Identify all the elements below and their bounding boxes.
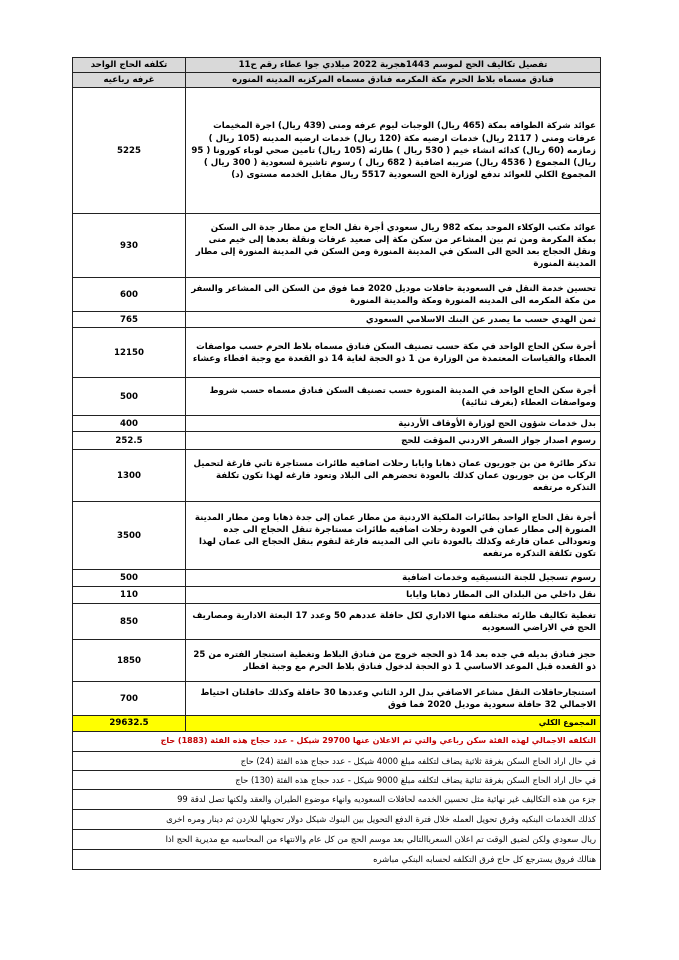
sheet-subtitle: فنادق مسماه بلاط الحرم مكة المكرمه فنادق مسماه المركزيه المدينه المنوره: [186, 73, 601, 88]
note-row: [73, 829, 601, 849]
row-description: نقل داخلي من البلدان الى المطار ذهابا وايابا: [186, 587, 601, 604]
row-amount: 110: [73, 587, 186, 604]
table-row: [73, 682, 601, 716]
row-description: رسوم تسجيل للجنة التنسيقيه وخدمات اضافية: [186, 570, 601, 587]
row-amount: 500: [73, 378, 186, 416]
table-row: [73, 502, 601, 570]
table-row: [73, 378, 601, 416]
table-row: [73, 640, 601, 682]
row-amount: 700: [73, 682, 186, 716]
row-amount: 400: [73, 416, 186, 432]
table-row: [73, 312, 601, 328]
row-description: عوائد شركة الطوافه بمكة (465 ريال) الوجبات ليوم عرفه ومنى (439 ريال) اجرة المخيمات عرفات ومنى ( 2117 ريال) خدمات ارضيه مكة (120 ريال) خدمات ارضيه المدينه (105 ريال ) زمازمه (60 ريال) كدائه انشاء خيم ( 530 ريال ) طارئه (105 ريال) تامين صحي لوباء كورونا ( 95 ريال) المجموع ( 4536 ريال) ضريبه اضافية ( 682 ريال ) رسوم تاشيرة لسعودية ( 300 ريال ) المجموع الكلي للعوائد تدفع لوزارة الحج السعودية 5517 ريال مقابل الخدمه مستوى (د): [186, 88, 601, 214]
table-row: [73, 416, 601, 432]
total-value: 29632.5: [73, 716, 186, 731]
row-description: ثمن الهدي حسب ما يصدر عن البنك الاسلامي السعودي: [186, 312, 601, 328]
triple-room-note: في حال اراد الحاج السكن بغرفة ثلاثية يضاف لتكلفه مبلغ 4000 شيكل - عدد حجاج هذه الفئة (24) حاج: [73, 751, 601, 770]
table-row: [73, 88, 601, 214]
row-amount: 1850: [73, 640, 186, 682]
row-amount: 930: [73, 214, 186, 278]
disclaimer-line-2: كذلك الخدمات البنكيه وفرق تحويل العمله خلال فترة الدفع التحويل بين البنوك شيكل دولار تحويلها للاردن ثم دينار ومره اخرى: [73, 809, 601, 829]
table-row: [73, 570, 601, 587]
row-amount: 1300: [73, 450, 186, 502]
row-description: حجز فنادق بديله في جده بعد 14 ذو الحجه خروج من فنادق البلاط وتغطية استنجار الفتره من 25 ذو القعده قبل الموعد الاساسي 1 ذو الحجة لدخول فنادق بلاط الحرم مع وجبة افطار: [186, 640, 601, 682]
note-row: [73, 789, 601, 809]
total-cost-note: التكلفه الاجمالي لهذه الفئة سكن رباعي والتي تم الاعلان عنها 29700 شيكل - عدد حجاج هذه الفئة (1883) حاج: [73, 731, 601, 751]
row-description: أجرة سكن الحاج الواحد في مكة حسب تصنيف السكن فنادق مسماه بلاط الحرم حسب مواصفات العطاء والقياسات المعتمدة من الوزارة من 1 ذو الحجة لغاية 14 ذو القعدة مع وجبة افطاء وعشاء: [186, 328, 601, 378]
table-row: [73, 214, 601, 278]
row-amount: 252.5: [73, 432, 186, 450]
note-row: [73, 849, 601, 869]
row-amount: 600: [73, 278, 186, 312]
row-description: استنجارحافلات النقل مشاعر الاضافي بدل الرد الثاني وعددها 30 حافلة وكذلك حافلتان احتياط الاجمالي 32 حافلة سعودية موديل 2020 فما فوق: [186, 682, 601, 716]
header-row-2: [73, 73, 601, 88]
column-subheader: غرفه رباعيه: [73, 73, 186, 88]
double-room-note: في حال اراد الحاج السكن بغرفة ثنائية يضاف لتكلفه مبلغ 9000 شيكل - عدد حجاج هذه الفئة (130) حاج: [73, 770, 601, 789]
header-row: [73, 58, 601, 73]
table-row: [73, 328, 601, 378]
row-amount: 5225: [73, 88, 186, 214]
row-description: تذكر طائرة من بن جوريون عمان ذهابا وايابا رحلات اضافيه طائرات مستاجرة تاتي فارغة لتحميل الركاب من بن جوريون عمان كذلك بالعودة تحضرهم الى البلاد وتعود فارغه لهذا تكون تكلفة التذكره مرتفعه: [186, 450, 601, 502]
row-description: أجرة سكن الحاج الواحد في المدينة المنورة حسب تصنيف السكن فنادق مسماه حسب شروط ومواصفات العطاء (بغرف ثنائية): [186, 378, 601, 416]
disclaimer-line-3: ريال سعودي ولكن لضيق الوقت تم اعلان السعرباالتالي بعد موسم الحج من كل عام والانتهاء من المحاسبه مع مديرية الحج اذا: [73, 829, 601, 849]
row-description: رسوم اصدار جواز السفر الاردني المؤقت للحج: [186, 432, 601, 450]
disclaimer-line-1: جزء من هذه التكاليف غير نهائية مثل تحسين الخدمه لحافلات السعوديه وانهاء موضوع الطيران والعقد ولكنها تصل لدقة 99: [73, 789, 601, 809]
table-row: [73, 278, 601, 312]
sheet-title: تفصيل تكاليف الحج لموسم 1443هجرية 2022 ميلادي جوا عطاء رقم ح11: [186, 58, 601, 73]
cost-sheet: [72, 57, 601, 870]
cost-table: [72, 57, 601, 870]
row-description: أجرة نقل الحاج الواحد بطائرات الملكية الاردنية من مطار عمان إلى جدة ذهابا ومن مطار المدينة المنورة إلى مطار عمان في العودة رحلات اضافيه طائرات مستاجرة تنقل الحجاج الى جده وتعودالى عمان فارغه وكذلك بالعودة تاتي الى المدينه فارغة لتقوم بنقل الحجاج الى عمان لهذا تكون تكلفة التذكره مرتفعه: [186, 502, 601, 570]
row-description: تحسين خدمة النقل في السعودية حافلات موديل 2020 فما فوق من السكن الى المشاعر والسفر من مكة المكرمه الى المدينه المنورة ومكة والمدينة المنورة: [186, 278, 601, 312]
row-amount: 765: [73, 312, 186, 328]
table-row: [73, 587, 601, 604]
table-row: [73, 604, 601, 640]
column-header: تكلفه الحاج الواحد: [73, 58, 186, 73]
note-row: [73, 809, 601, 829]
row-amount: 3500: [73, 502, 186, 570]
row-amount: 12150: [73, 328, 186, 378]
row-description: تغطية تكاليف طارئه مختلفه منها الاداري لكل حافلة عددهم 50 وعدد 17 البعثة الادارية ومصاريف الحج في الاراضي السعوديه: [186, 604, 601, 640]
disclaimer-line-4: هنالك فروق يسترجع كل حاج فرق التكلفه لحسابه البنكي مباشره: [73, 849, 601, 869]
table-row: [73, 450, 601, 502]
total-label: المجموع الكلي: [186, 716, 601, 731]
total-row: [73, 716, 601, 731]
row-description: بدل خدمات شؤون الحج لوزارة الأوقاف الأردنية: [186, 416, 601, 432]
row-description: عوائد مكتب الوكلاء الموحد بمكه 982 ريال سعودي أجرة نقل الحاج من مطار جدة الى السكن بمكة المكرمة ومن ثم بين المشاعر من سكن مكة إلى صعيد عرفات ونقلة بعدها إلى خيم منى ونقل الحجاج بعد الحج الى السكن في المدينة المنورة ومن السكن في المدينة المنورة إلى مطار المدينة المنورة: [186, 214, 601, 278]
row-amount: 850: [73, 604, 186, 640]
note-row: [73, 751, 601, 770]
note-row: [73, 731, 601, 751]
table-row: [73, 432, 601, 450]
row-amount: 500: [73, 570, 186, 587]
note-row: [73, 770, 601, 789]
